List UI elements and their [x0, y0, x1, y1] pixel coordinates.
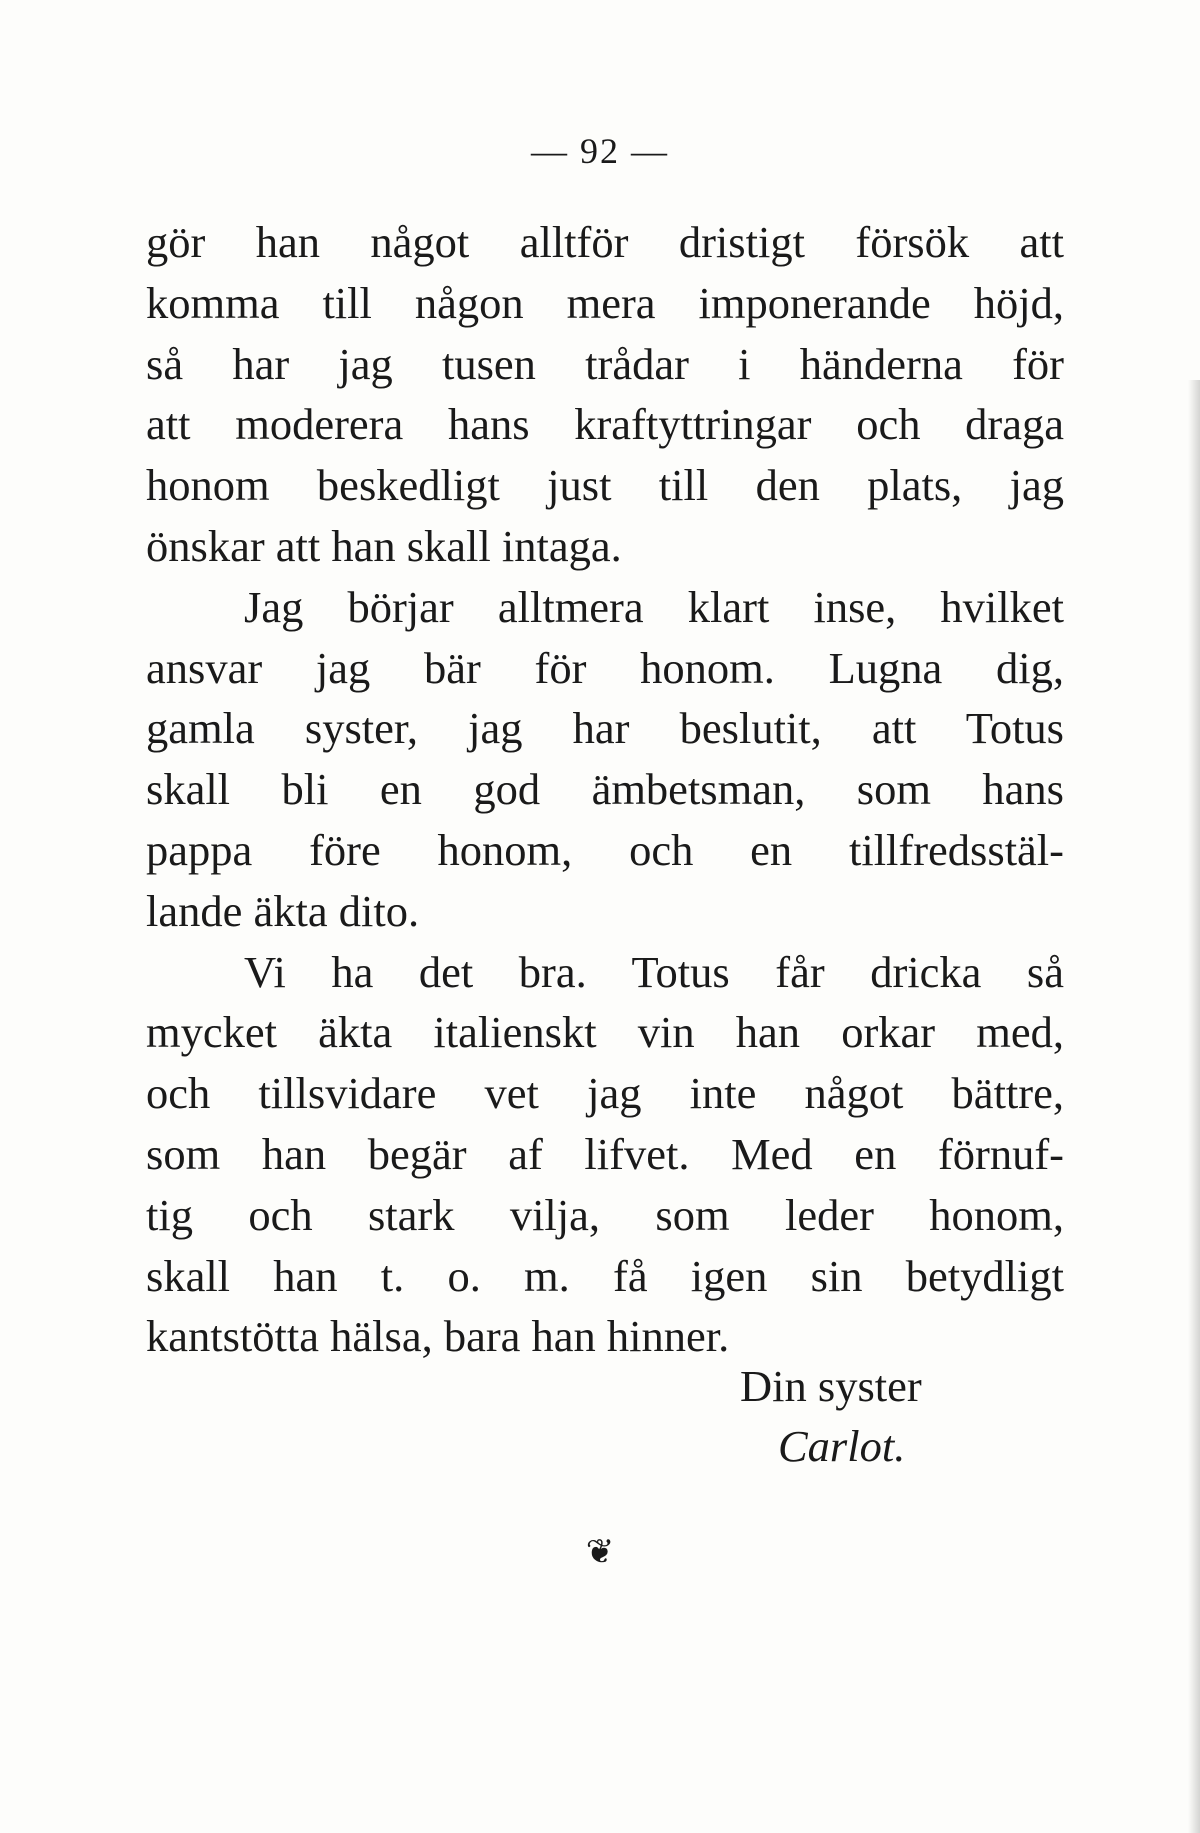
text-line: lande äkta dito. — [146, 885, 420, 936]
text-line: honom beskedligt just till den plats, jag — [146, 460, 1064, 511]
text-line: så har jag tusen trådar i händerna för — [146, 338, 1064, 389]
text-line: Jag börjar alltmera klart inse, hvilket — [244, 581, 1064, 632]
text-line: att moderera hans kraftyttringar och draga — [146, 399, 1064, 450]
text-line: kantstötta hälsa, bara han hinner. — [146, 1311, 730, 1362]
text-line: Vi ha det bra. Totus får dricka så — [244, 946, 1064, 997]
page-number: — 92 — — [531, 131, 669, 171]
text-line: tig och stark vilja, som leder honom, — [146, 1189, 1064, 1240]
page-edge-shadow — [1188, 380, 1200, 1833]
text-line: skall bli en god ämbetsman, som hans — [146, 764, 1064, 815]
text-line: och tillsvidare vet jag inte något bättre, — [146, 1068, 1064, 1119]
text-line: önskar att han skall intaga. — [146, 520, 622, 571]
signature-name: Carlot. — [778, 1421, 906, 1471]
letter-signature — [740, 1356, 922, 1476]
text-line: ansvar jag bär för honom. Lugna dig, — [146, 642, 1064, 693]
ornament-icon: ❦ — [585, 1534, 615, 1571]
text-line: komma till någon mera imponerande höjd, — [146, 277, 1064, 328]
text-line: gamla syster, jag har beslutit, att Totus — [146, 703, 1064, 754]
text-line: skall han t. o. m. få igen sin betydligt — [146, 1250, 1064, 1301]
text-line: pappa före honom, och en tillfredsstäl- — [146, 824, 1064, 875]
text-line: gör han något alltför dristigt försök att — [146, 217, 1064, 267]
text-line: som han begär af lifvet. Med en förnuf- — [146, 1128, 1064, 1179]
letter-body — [146, 212, 1064, 1367]
closing-text: Din syster — [740, 1361, 922, 1411]
text-line: mycket äkta italienskt vin han orkar med, — [146, 1007, 1064, 1058]
